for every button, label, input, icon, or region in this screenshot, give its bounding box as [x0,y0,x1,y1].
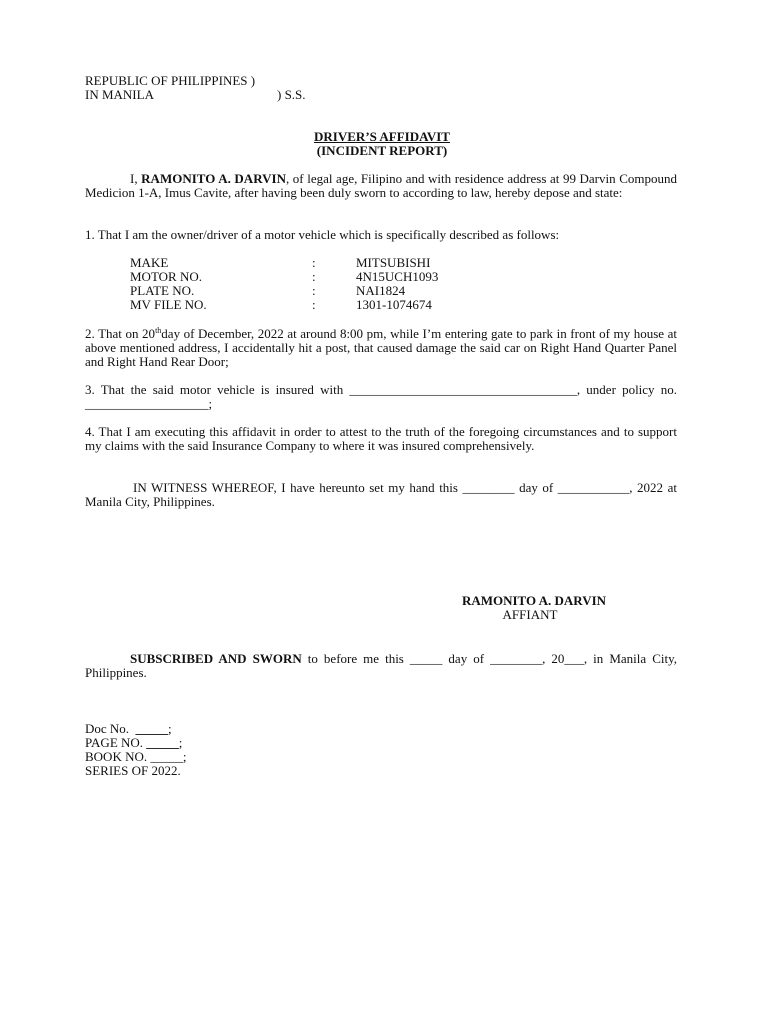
vehicle-separator: : [312,297,316,312]
statement-1: 1. That I am the owner/driver of a motor vehicle which is specifically described as follows: [85,227,560,242]
statement-2-post: day of December, 2022 at around 8:00 pm, while I’m entering gate to park in front of my house at above mentioned address, I accidentally hit a post, that caused damage the said car on Right Hand Quarter Panel and Right Hand Rear Door; [85,326,677,369]
doc-no-blank: _____ [135,721,169,736]
vehicle-label: MAKE [130,255,169,270]
vehicle-value: 4N15UCH1093 [356,269,439,284]
intro-paragraph [85,172,677,200]
vehicle-label: MV FILE NO. [130,297,207,312]
vehicle-row-mvfile [130,298,530,312]
page-no-label: PAGE NO. [85,735,147,750]
vehicle-separator: : [312,269,316,284]
jurat-rest: to before me this _____ day of ________, 20___, in Manila City, Philippines. [85,651,677,680]
vehicle-separator: : [312,283,316,298]
vehicle-row-plate [130,284,530,298]
doc-no-label: Doc No. [85,721,136,736]
notarial-series: SERIES OF 2022. [85,763,181,778]
document-subtitle: (INCIDENT REPORT) [316,143,448,158]
jurat-bold: SUBSCRIBED AND SWORN [130,651,302,666]
statement-3: 3. That the said motor vehicle is insured with ___________________________________, under policy no. ___________________; [85,382,677,411]
venue-ss: ) S.S. [277,87,306,102]
venue-line-2 [85,88,385,102]
statement-2-pre: 2. That on 20 [85,326,156,341]
notarial-doc-no [85,722,385,736]
intro-pre: I, [130,171,142,186]
venue-republic: REPUBLIC OF PHILIPPINES ) [85,73,256,88]
vehicle-row-motor [130,270,530,284]
page-no-blank: _____ [146,735,179,750]
venue-line-1 [85,74,385,88]
vehicle-value: NAI1824 [356,283,406,298]
doc-no-semicolon: ; [168,721,172,736]
affiant-name: RAMONITO A. DARVIN [141,171,286,186]
venue-city: IN MANILA [85,87,154,102]
vehicle-label: PLATE NO. [130,283,195,298]
document-title: DRIVER’S AFFIDAVIT [314,129,450,144]
intro-post: , of legal age, Filipino and with residence address at 99 Darvin Compound Medicion 1-A, Imus Cavite, after having been duly sworn to according to law, hereby depose and state: [85,171,677,200]
statement-2 [85,327,677,369]
vehicle-value: 1301-1074674 [356,297,432,312]
vehicle-label: MOTOR NO. [130,269,202,284]
notarial-book-no: BOOK NO. _____; [85,749,187,764]
vehicle-separator: : [312,255,316,270]
signatory-name: RAMONITO A. DARVIN [461,593,607,608]
ordinal-suffix: th [155,326,162,335]
signatory-role: AFFIANT [502,607,558,622]
notarial-page-no [85,736,385,750]
vehicle-value: MITSUBISHI [356,255,431,270]
witness-clause: IN WITNESS WHEREOF, I have hereunto set my hand this ________ day of ___________, 2022 at Manila City, Philippines. [85,480,677,509]
page-no-semicolon: ; [178,735,183,750]
jurat [85,652,677,680]
statement-4: 4. That I am executing this affidavit in order to attest to the truth of the foregoing circumstances and to support my claims with the said Insurance Company to where it was insured comprehensively. [85,424,677,453]
vehicle-row-make [130,256,530,270]
